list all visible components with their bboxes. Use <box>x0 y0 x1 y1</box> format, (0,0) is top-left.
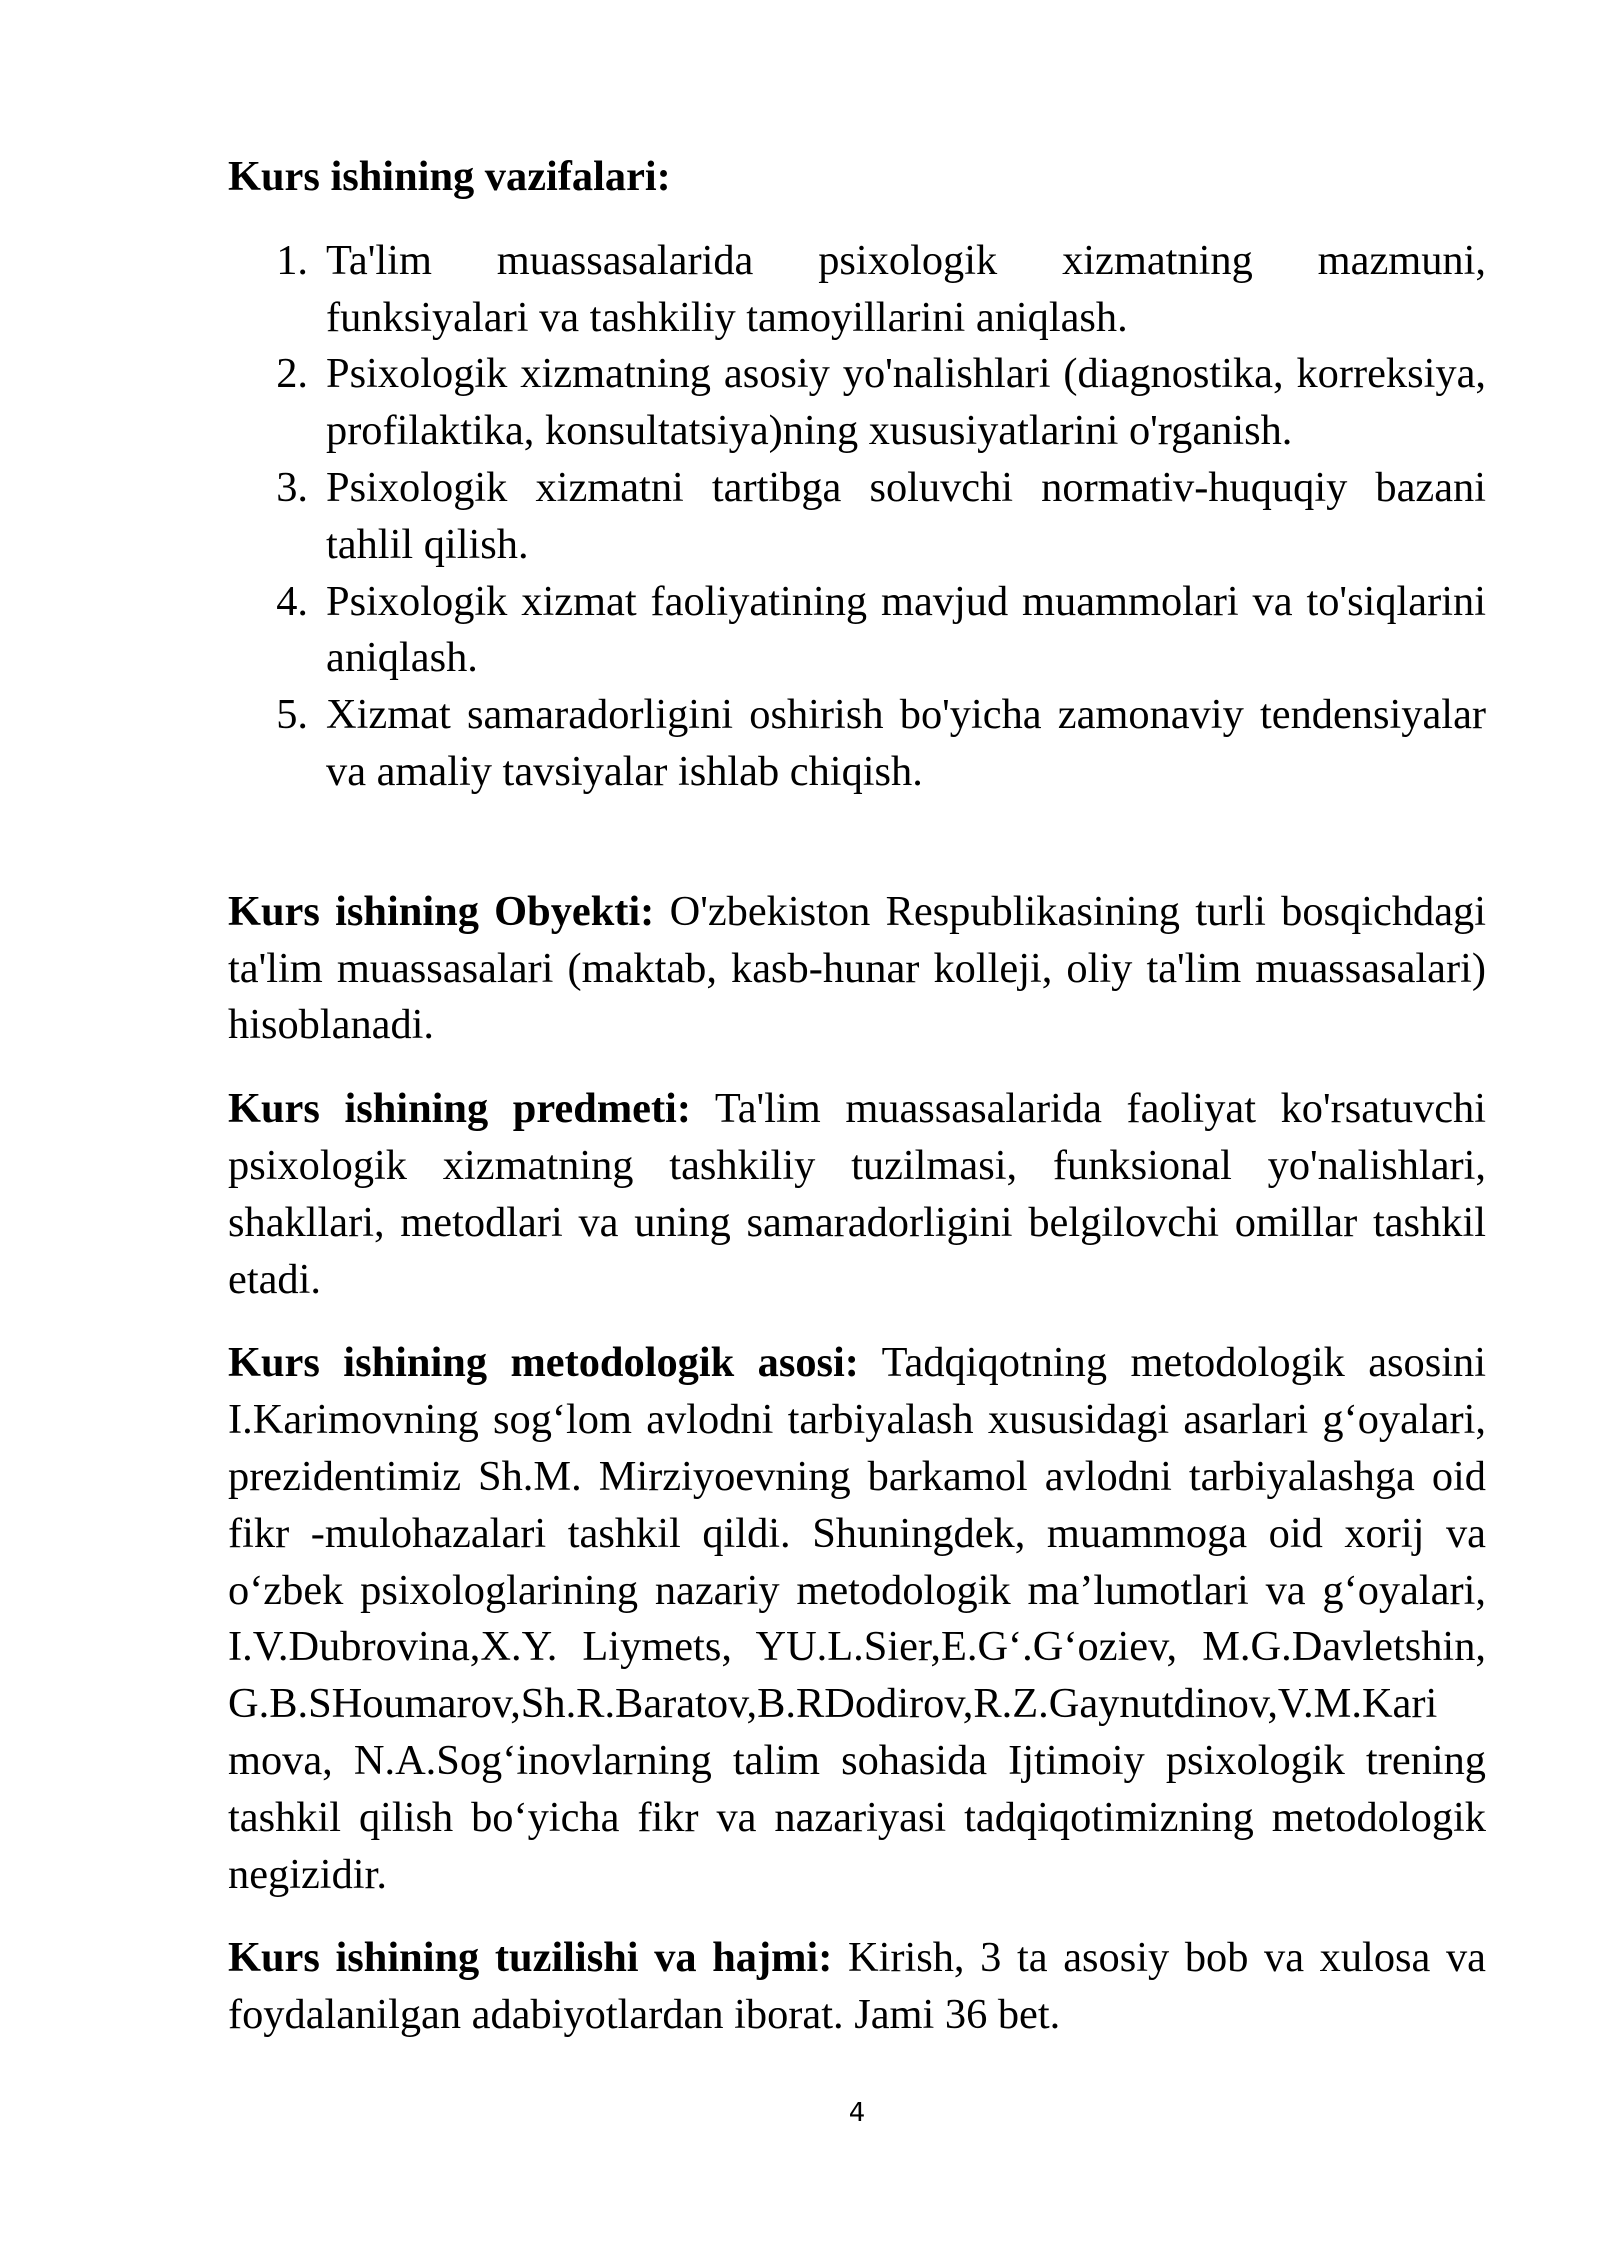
text-line: shakllari, metodlari va uning samaradorligini belgilovchi omillar tashkil <box>228 1198 1486 1246</box>
text-line: ta'lim muassasalari (maktab, kasb-hunar kolleji, oliy ta'lim muassasalari) <box>228 944 1486 992</box>
task-item <box>228 574 1486 688</box>
text-line <box>228 1081 1486 1138</box>
text-line: mova, N.A.Sog‘inovlarning talim sohasida Ijtimoiy psixologik trening <box>228 1736 1486 1784</box>
task-item <box>228 460 1486 574</box>
list-number: 1. <box>276 236 308 284</box>
text-line: etadi. <box>228 1255 321 1303</box>
section-label: Kurs ishining tuzilishi va hajmi: <box>228 1934 833 1982</box>
text-line <box>228 884 1486 941</box>
text-line: profilaktika, konsultatsiya)ning xususiyatlarini o'rganish. <box>326 407 1293 455</box>
task-item <box>228 233 1486 347</box>
text-line: foydalanilgan adabiyotlardan iborat. Jami 36 bet. <box>228 1991 1061 2039</box>
section-label: Kurs ishining metodologik asosi: <box>228 1339 859 1387</box>
page-content <box>228 149 1486 2044</box>
text-line: tashkil qilish bo‘yicha fikr va nazariyasi tadqiqotimizning metodologik <box>228 1793 1486 1841</box>
line-text: Ta'lim muassasalarida faoliyat ko'rsatuvchi <box>714 1085 1486 1133</box>
text-line: tahlil qilish. <box>326 520 529 568</box>
text-line: psixologik xizmatning tashkiliy tuzilmasi, funksional yo'nalishlari, <box>228 1141 1486 1189</box>
line-text: Kirish, 3 ta asosiy bob va xulosa va <box>847 1934 1486 1982</box>
text-line: Psixologik xizmatni tartibga soluvchi normativ-huquqiy bazani <box>326 463 1486 511</box>
task-list <box>228 233 1486 801</box>
text-line <box>228 1335 1486 1392</box>
text-line: Ta'lim muassasalarida psixologik xizmatning mazmuni, <box>326 236 1486 284</box>
list-number: 3. <box>276 463 308 511</box>
paragraph-structure <box>228 1930 1486 2044</box>
section-label: Kurs ishining predmeti: <box>228 1085 691 1133</box>
text-line: aniqlash. <box>326 634 478 682</box>
text-line: I.V.Dubrovina,X.Y. Liymets, YU.L.Sier,E.G‘.G‘oziev, M.G.Davletshin, <box>228 1623 1486 1671</box>
page-number: 4 <box>848 2098 866 2128</box>
task-item <box>228 687 1486 801</box>
text-line: fikr -mulohazalari tashkil qildi. Shuningdek, muammoga oid xorij va <box>228 1509 1486 1557</box>
text-line: o‘zbek psixologlarining nazariy metodologik ma’lumotlari va g‘oyalari, <box>228 1566 1486 1614</box>
task-item <box>228 346 1486 460</box>
text-line: G.B.SHoumarov,Sh.R.Baratov,B.RDodirov,R.Z.Gaynutdinov,V.M.Kari <box>228 1680 1438 1728</box>
text-line: I.Karimovning sog‘lom avlodni tarbiyalash xususidagi asarlari g‘oyalari, <box>228 1396 1486 1444</box>
text-line: negizidir. <box>228 1850 387 1898</box>
text-line <box>228 1930 1486 1987</box>
text-line: Psixologik xizmat faoliyatining mavjud muammolari va to'siqlarini <box>326 577 1486 625</box>
list-number: 5. <box>276 691 308 739</box>
list-number: 2. <box>276 350 308 398</box>
paragraph-subject <box>228 1081 1486 1308</box>
section-label: Kurs ishining Obyekti: <box>228 887 655 935</box>
text-line: Xizmat samaradorligini oshirish bo'yicha zamonaviy tendensiyalar <box>326 691 1486 739</box>
section-heading: Kurs ishining vazifalari: <box>228 153 671 200</box>
list-number: 4. <box>276 577 308 625</box>
text-line: Psixologik xizmatning asosiy yo'nalishlari (diagnostika, korreksiya, <box>326 350 1486 398</box>
paragraph-methodology <box>228 1335 1486 1903</box>
text-line: prezidentimiz Sh.M. Mirziyoevning barkamol avlodni tarbiyalashga oid <box>228 1452 1486 1500</box>
text-line: funksiyalari va tashkiliy tamoyillarini aniqlash. <box>326 293 1128 341</box>
paragraph-object <box>228 884 1486 1054</box>
line-text: Tadqiqotning metodologik asosini <box>881 1339 1486 1387</box>
text-line: va amaliy tavsiyalar ishlab chiqish. <box>326 747 923 795</box>
line-text: O'zbekiston Respublikasining turli bosqichdagi <box>669 887 1486 935</box>
text-line: hisoblanadi. <box>228 1001 435 1049</box>
